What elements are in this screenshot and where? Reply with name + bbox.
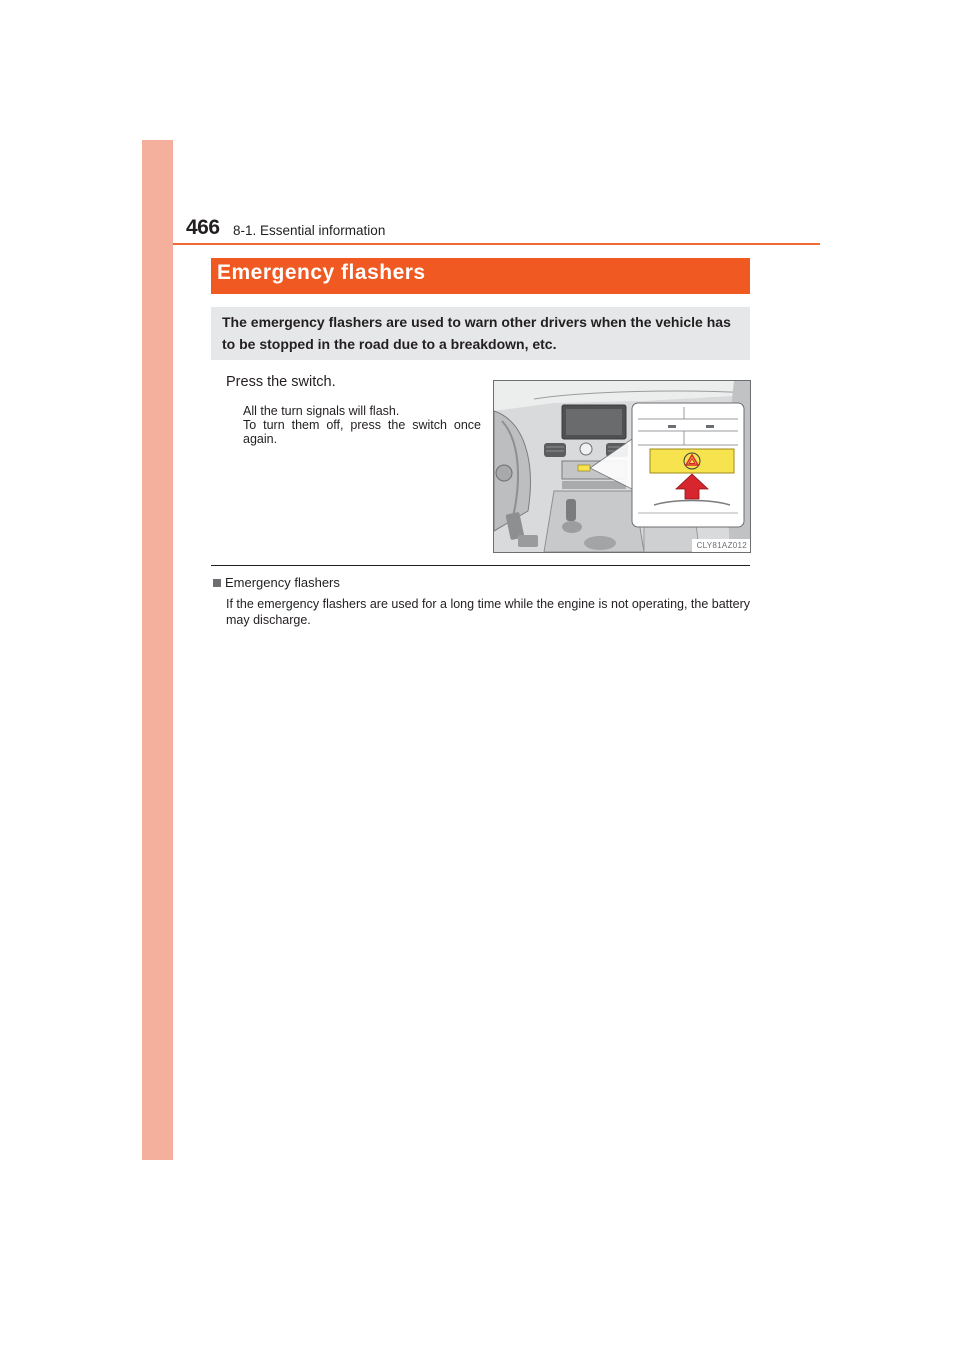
result-line-1: All the turn signals will flash. [243,404,400,418]
section-title: Emergency flashers [217,261,426,284]
instruction-result [243,404,481,446]
note-heading: Emergency flashers [225,575,340,590]
dashboard-drawing [494,381,750,552]
square-bullet-icon [213,579,221,587]
side-tab-band [142,140,173,1160]
page-number: 466 [186,216,220,239]
hazard-triangle-icon [684,453,700,469]
intro-text: The emergency flashers are used to warn other drivers when the vehicle has to be stopped in the road due to a breakdown, etc. [222,314,731,352]
note-text: If the emergency flashers are used for a long time while the engine is not operating, the battery may discharge. [226,597,750,627]
result-line-2: To turn them off, press the switch once again. [243,418,481,446]
instruction-step: Press the switch. [226,374,336,390]
note-heading-row [213,575,340,590]
header-rule [173,243,820,245]
section-divider [211,565,750,566]
dashboard-illustration [493,380,751,553]
illustration-code: CLY81AZ012 [696,541,747,550]
section-label: 8-1. Essential information [233,223,386,238]
